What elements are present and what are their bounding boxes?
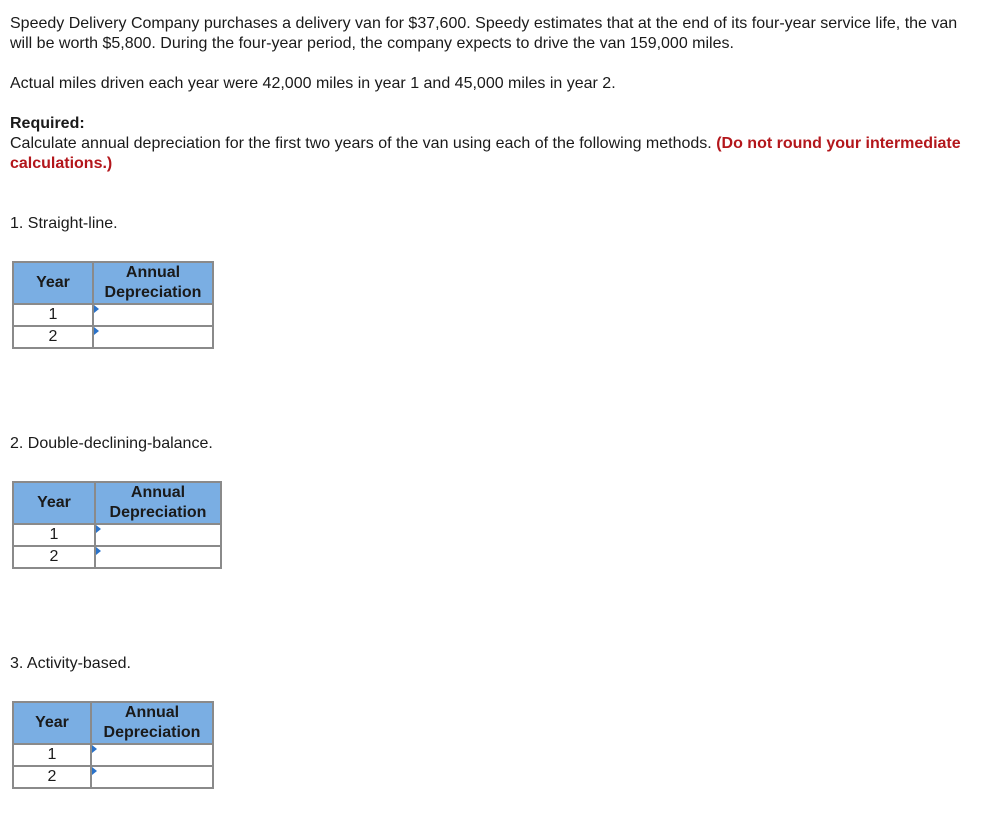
year-cell: 1 [13,744,91,766]
depreciation-cell[interactable] [93,326,213,348]
input-marker-icon [92,745,97,753]
straight-line-year1-input[interactable] [94,305,212,325]
input-marker-icon [96,525,101,533]
year-header: Year [13,482,95,524]
annual-depreciation-header [93,262,213,304]
annual-header-line1: Annual [130,484,186,501]
depreciation-cell[interactable] [91,744,213,766]
year-header: Year [13,702,91,744]
table-row [13,744,213,766]
input-marker-icon [94,305,99,313]
year-header: Year [13,262,93,304]
annual-header-line1: Annual [124,704,180,721]
instructions-main: Calculate annual depreciation for the first two years of the van using each of the following methods. [10,135,717,152]
table-row [13,766,213,788]
year-cell: 2 [13,766,91,788]
section-label-double-declining-balance: 2. Double-declining-balance. [10,435,213,452]
year-cell: 2 [13,546,95,568]
input-marker-icon [92,767,97,775]
annual-header-line2: Depreciation [109,504,207,521]
activity-based-table [12,701,214,789]
double-declining-balance-table [12,481,222,569]
activity-year2-input[interactable] [92,767,212,787]
table-row [13,326,213,348]
annual-depreciation-header [95,482,221,524]
required-heading: Required: [10,115,85,132]
straight-line-table [12,261,214,349]
ddb-year1-input[interactable] [96,525,220,545]
year-cell: 1 [13,524,95,546]
annual-depreciation-header [91,702,213,744]
ddb-year2-input[interactable] [96,547,220,567]
instructions-text [10,134,970,174]
activity-year1-input[interactable] [92,745,212,765]
problem-content [10,14,970,174]
table-row [13,524,221,546]
problem-intro-text: Speedy Delivery Company purchases a delivery van for $37,600. Speedy estimates that at the end of its four-year service life, the van will be worth $5,800. During the four-year period, the company expects to drive the van 159,000 miles. [10,15,958,52]
annual-header-line1: Annual [125,264,181,281]
straight-line-year2-input[interactable] [94,327,212,347]
section-label-activity-based: 3. Activity-based. [10,655,131,672]
input-marker-icon [96,547,101,555]
actual-miles-text: Actual miles driven each year were 42,000 miles in year 1 and 45,000 miles in year 2. [10,75,616,92]
table-row [13,304,213,326]
depreciation-cell[interactable] [93,304,213,326]
rounding-note: (Do not round your intermediate calculations.) [10,135,961,172]
table-row [13,546,221,568]
annual-header-line2: Depreciation [104,284,202,301]
year-cell: 2 [13,326,93,348]
year-cell: 1 [13,304,93,326]
input-marker-icon [94,327,99,335]
depreciation-cell[interactable] [91,766,213,788]
depreciation-cell[interactable] [95,524,221,546]
section-label-straight-line: 1. Straight-line. [10,215,118,232]
annual-header-line2: Depreciation [103,724,201,741]
depreciation-cell[interactable] [95,546,221,568]
